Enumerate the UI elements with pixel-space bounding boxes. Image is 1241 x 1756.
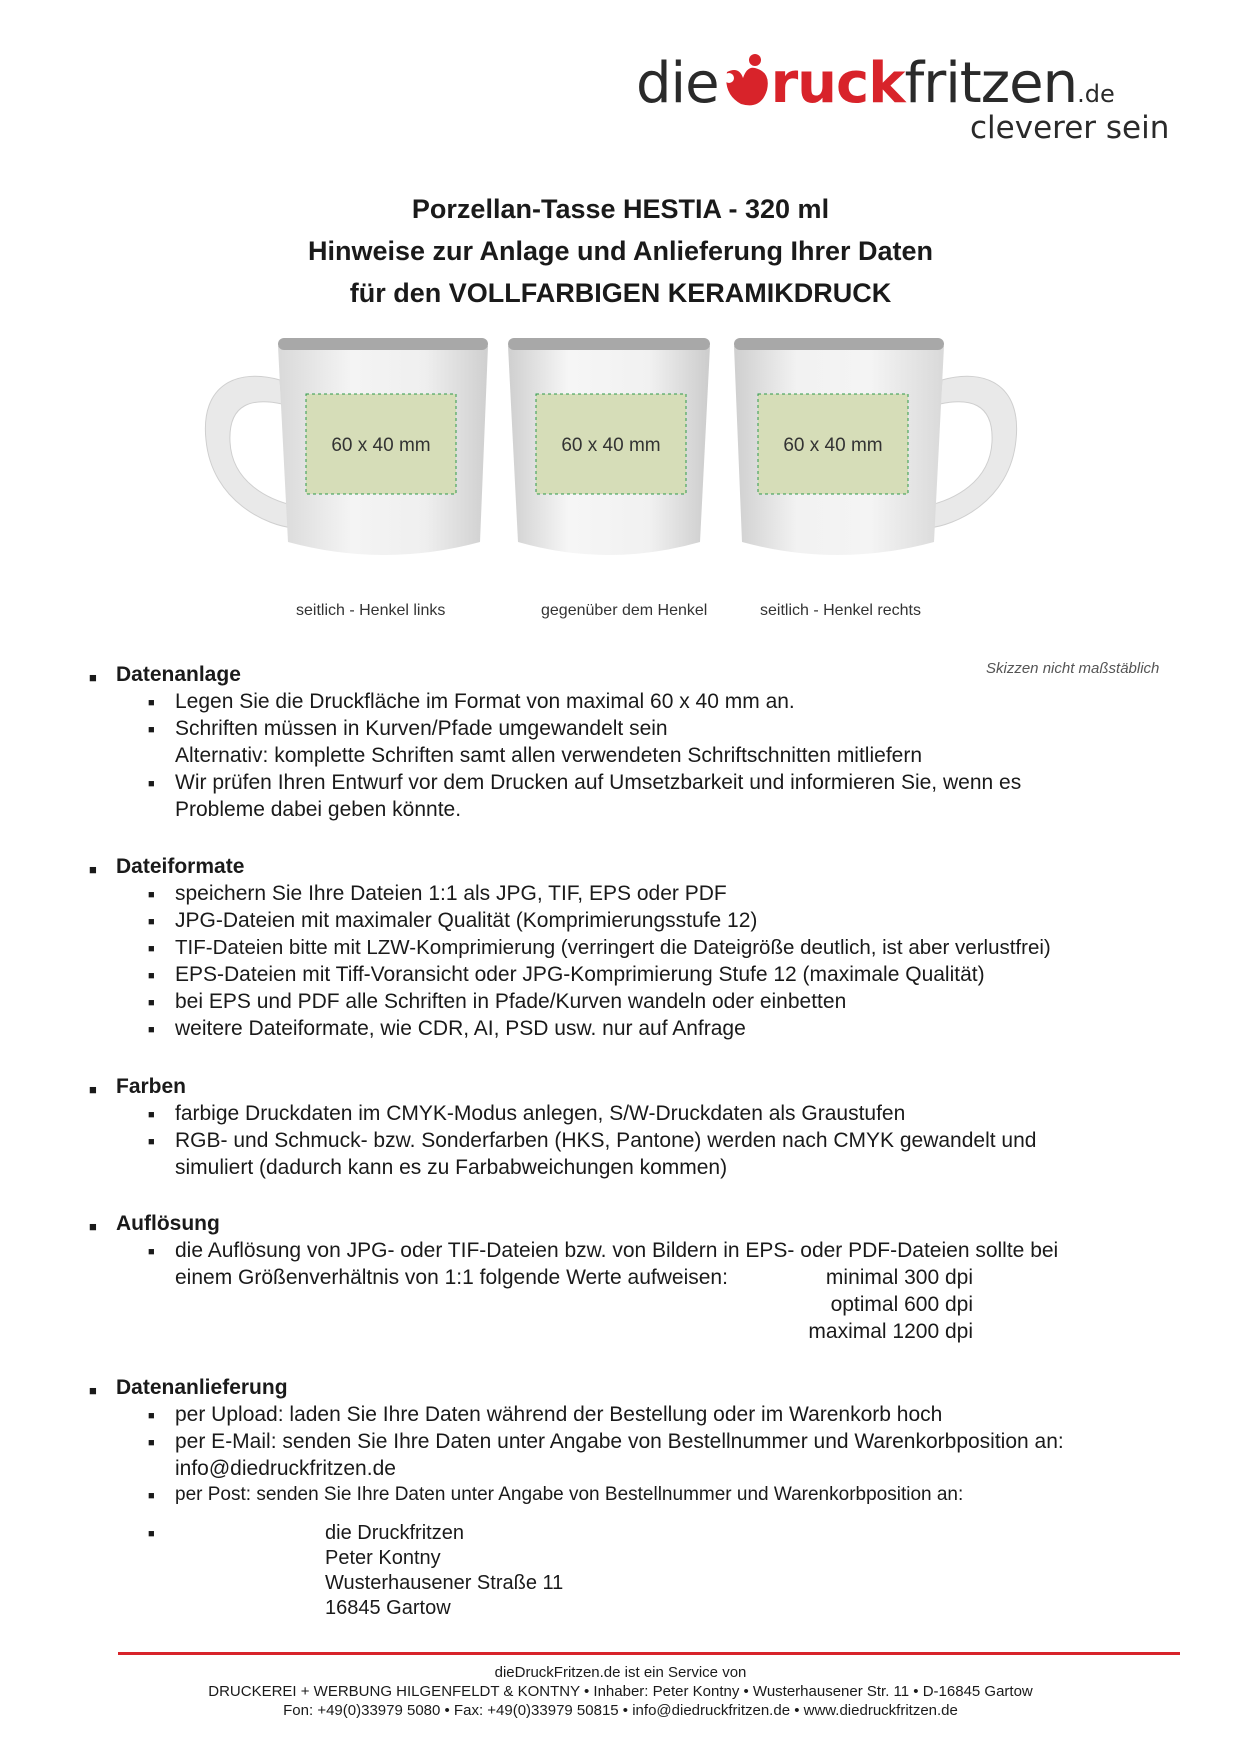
footer-line-1: dieDruckFritzen.de ist ein Service von <box>494 1664 747 1681</box>
section-heading-datenanlage: Datenanlage <box>116 663 241 686</box>
list-item: farbige Druckdaten im CMYK-Modus anlegen, S/W-Druckdaten als Graustufen <box>175 1102 906 1125</box>
page-title-line-1: Porzellan-Tasse HESTIA - 320 ml <box>411 194 830 224</box>
list-item-continuation: Probleme dabei geben könnte. <box>175 798 462 821</box>
mug-caption-right: seitlich - Henkel rechts <box>760 602 921 619</box>
email-link[interactable]: info@diedruckfritzen.de <box>175 1457 396 1480</box>
item-bullet: ■ <box>148 970 155 982</box>
item-bullet: ■ <box>148 889 155 901</box>
section-bullet: ■ <box>89 862 97 877</box>
list-item: Wir prüfen Ihren Entwurf vor dem Drucken auf Umsetzbarkeit und informieren Sie, wenn es <box>175 771 1022 794</box>
mug-caption-left: seitlich - Henkel links <box>296 602 446 619</box>
item-bullet: ■ <box>148 1410 155 1422</box>
address-line: die Druckfritzen <box>325 1522 464 1544</box>
print-zone-label: 60 x 40 mm <box>561 435 661 456</box>
list-item: weitere Dateiformate, wie CDR, AI, PSD usw. nur auf Anfrage <box>175 1017 746 1040</box>
dpi-maximal: maximal 1200 dpi <box>808 1320 973 1343</box>
section-heading-aufloesung: Auflösung <box>116 1212 220 1235</box>
list-item-continuation: Alternativ: komplette Schriften samt allen verwendeten Schriftschnitten mitliefern <box>175 744 923 767</box>
section-heading-farben: Farben <box>116 1075 187 1098</box>
item-bullet: ■ <box>148 943 155 955</box>
list-item: per Post: senden Sie Ihre Daten unter Angabe von Bestellnummer und Warenkorbposition an: <box>175 1484 964 1505</box>
scale-note: Skizzen nicht maßstäblich <box>986 660 1160 677</box>
section-heading-datenanlieferung: Datenanlieferung <box>116 1376 288 1399</box>
item-bullet: ■ <box>148 1024 155 1036</box>
dpi-optimal: optimal 600 dpi <box>830 1293 973 1316</box>
list-item: RGB- und Schmuck- bzw. Sonderfarben (HKS, Pantone) werden nach CMYK gewandelt und <box>175 1129 1037 1152</box>
item-bullet: ■ <box>148 697 155 709</box>
address-line: Peter Kontny <box>325 1547 441 1569</box>
list-item: JPG-Dateien mit maximaler Qualität (Komprimierungsstufe 12) <box>175 909 758 932</box>
address-line: Wusterhausener Straße 11 <box>325 1572 564 1594</box>
dpi-minimal: minimal 300 dpi <box>825 1266 973 1289</box>
section-bullet: ■ <box>89 1383 97 1398</box>
mug-handle-left <box>198 332 488 568</box>
mug-front <box>504 332 714 568</box>
logo-druck: ruck <box>770 51 905 116</box>
section-bullet: ■ <box>89 1219 97 1234</box>
list-item: TIF-Dateien bitte mit LZW-Komprimierung (verringert die Dateigröße deutlich, ist aber verlustfrei) <box>175 936 1051 959</box>
list-item: EPS-Dateien mit Tiff-Voransicht oder JPG-Komprimierung Stufe 12 (maximale Qualität) <box>175 963 985 986</box>
list-item: Schriften müssen in Kurven/Pfade umgewandelt sein <box>175 717 668 740</box>
footer-line-3: Fon: +49(0)33979 5080 • Fax: +49(0)33979 50815 • info@diedruckfritzen.de • www.diedruckfritzen.de <box>283 1702 958 1719</box>
item-bullet: ■ <box>148 997 155 1009</box>
page-title-line-3: für den VOLLFARBIGEN KERAMIKDRUCK <box>349 278 892 308</box>
page-title-line-2: Hinweise zur Anlage und Anlieferung Ihrer Daten <box>307 236 934 266</box>
logo-wordmark <box>636 51 1115 116</box>
list-item: bei EPS und PDF alle Schriften in Pfade/Kurven wandeln oder einbetten <box>175 990 847 1013</box>
item-bullet: ■ <box>148 1490 155 1502</box>
list-item: per E-Mail: senden Sie Ihre Daten unter Angabe von Bestellnummer und Warenkorbposition an: <box>175 1430 1064 1453</box>
item-bullet: ■ <box>148 1246 155 1258</box>
section-heading-dateiformate: Dateiformate <box>116 855 245 878</box>
print-zone-label: 60 x 40 mm <box>783 435 883 456</box>
footer-line-2: DRUCKEREI + WERBUNG HILGENFELDT & KONTNY • Inhaber: Peter Kontny • Wusterhausener Str. 11 • D-16845 Gartow <box>208 1683 1033 1700</box>
list-item: speichern Sie Ihre Dateien 1:1 als JPG, TIF, EPS oder PDF <box>175 882 727 905</box>
logo-die: die <box>636 51 719 116</box>
item-bullet: ■ <box>148 1136 155 1148</box>
list-item: per Upload: laden Sie Ihre Daten während der Bestellung oder im Warenkorb hoch <box>175 1403 943 1426</box>
list-item-continuation: simuliert (dadurch kann es zu Farbabweichungen kommen) <box>175 1156 728 1179</box>
logo-fritzen: fritzen <box>904 51 1078 116</box>
mug-caption-front: gegenüber dem Henkel <box>541 602 708 619</box>
list-item: Legen Sie die Druckfläche im Format von maximal 60 x 40 mm an. <box>175 690 795 713</box>
brand-logo <box>636 36 1196 146</box>
section-bullet: ■ <box>89 1082 97 1097</box>
item-bullet: ■ <box>148 1437 155 1449</box>
list-item: die Auflösung von JPG- oder TIF-Dateien bzw. von Bildern in EPS- oder PDF-Dateien sollte bei <box>175 1239 1059 1262</box>
item-bullet: ■ <box>148 1109 155 1121</box>
logo-de: .de <box>1077 80 1115 108</box>
item-bullet: ■ <box>148 1528 155 1540</box>
logo-d-mark-icon <box>719 54 771 112</box>
logo-slogan: cleverer sein <box>970 110 1170 146</box>
section-bullet: ■ <box>89 670 97 685</box>
item-bullet: ■ <box>148 724 155 736</box>
list-item-continuation: einem Größenverhältnis von 1:1 folgende Werte aufweisen: <box>175 1266 728 1289</box>
mug-handle-right <box>734 332 1024 568</box>
address-line: 16845 Gartow <box>325 1597 451 1619</box>
footer-divider <box>118 1652 1180 1655</box>
item-bullet: ■ <box>148 916 155 928</box>
print-zone-label: 60 x 40 mm <box>331 435 431 456</box>
item-bullet: ■ <box>148 778 155 790</box>
